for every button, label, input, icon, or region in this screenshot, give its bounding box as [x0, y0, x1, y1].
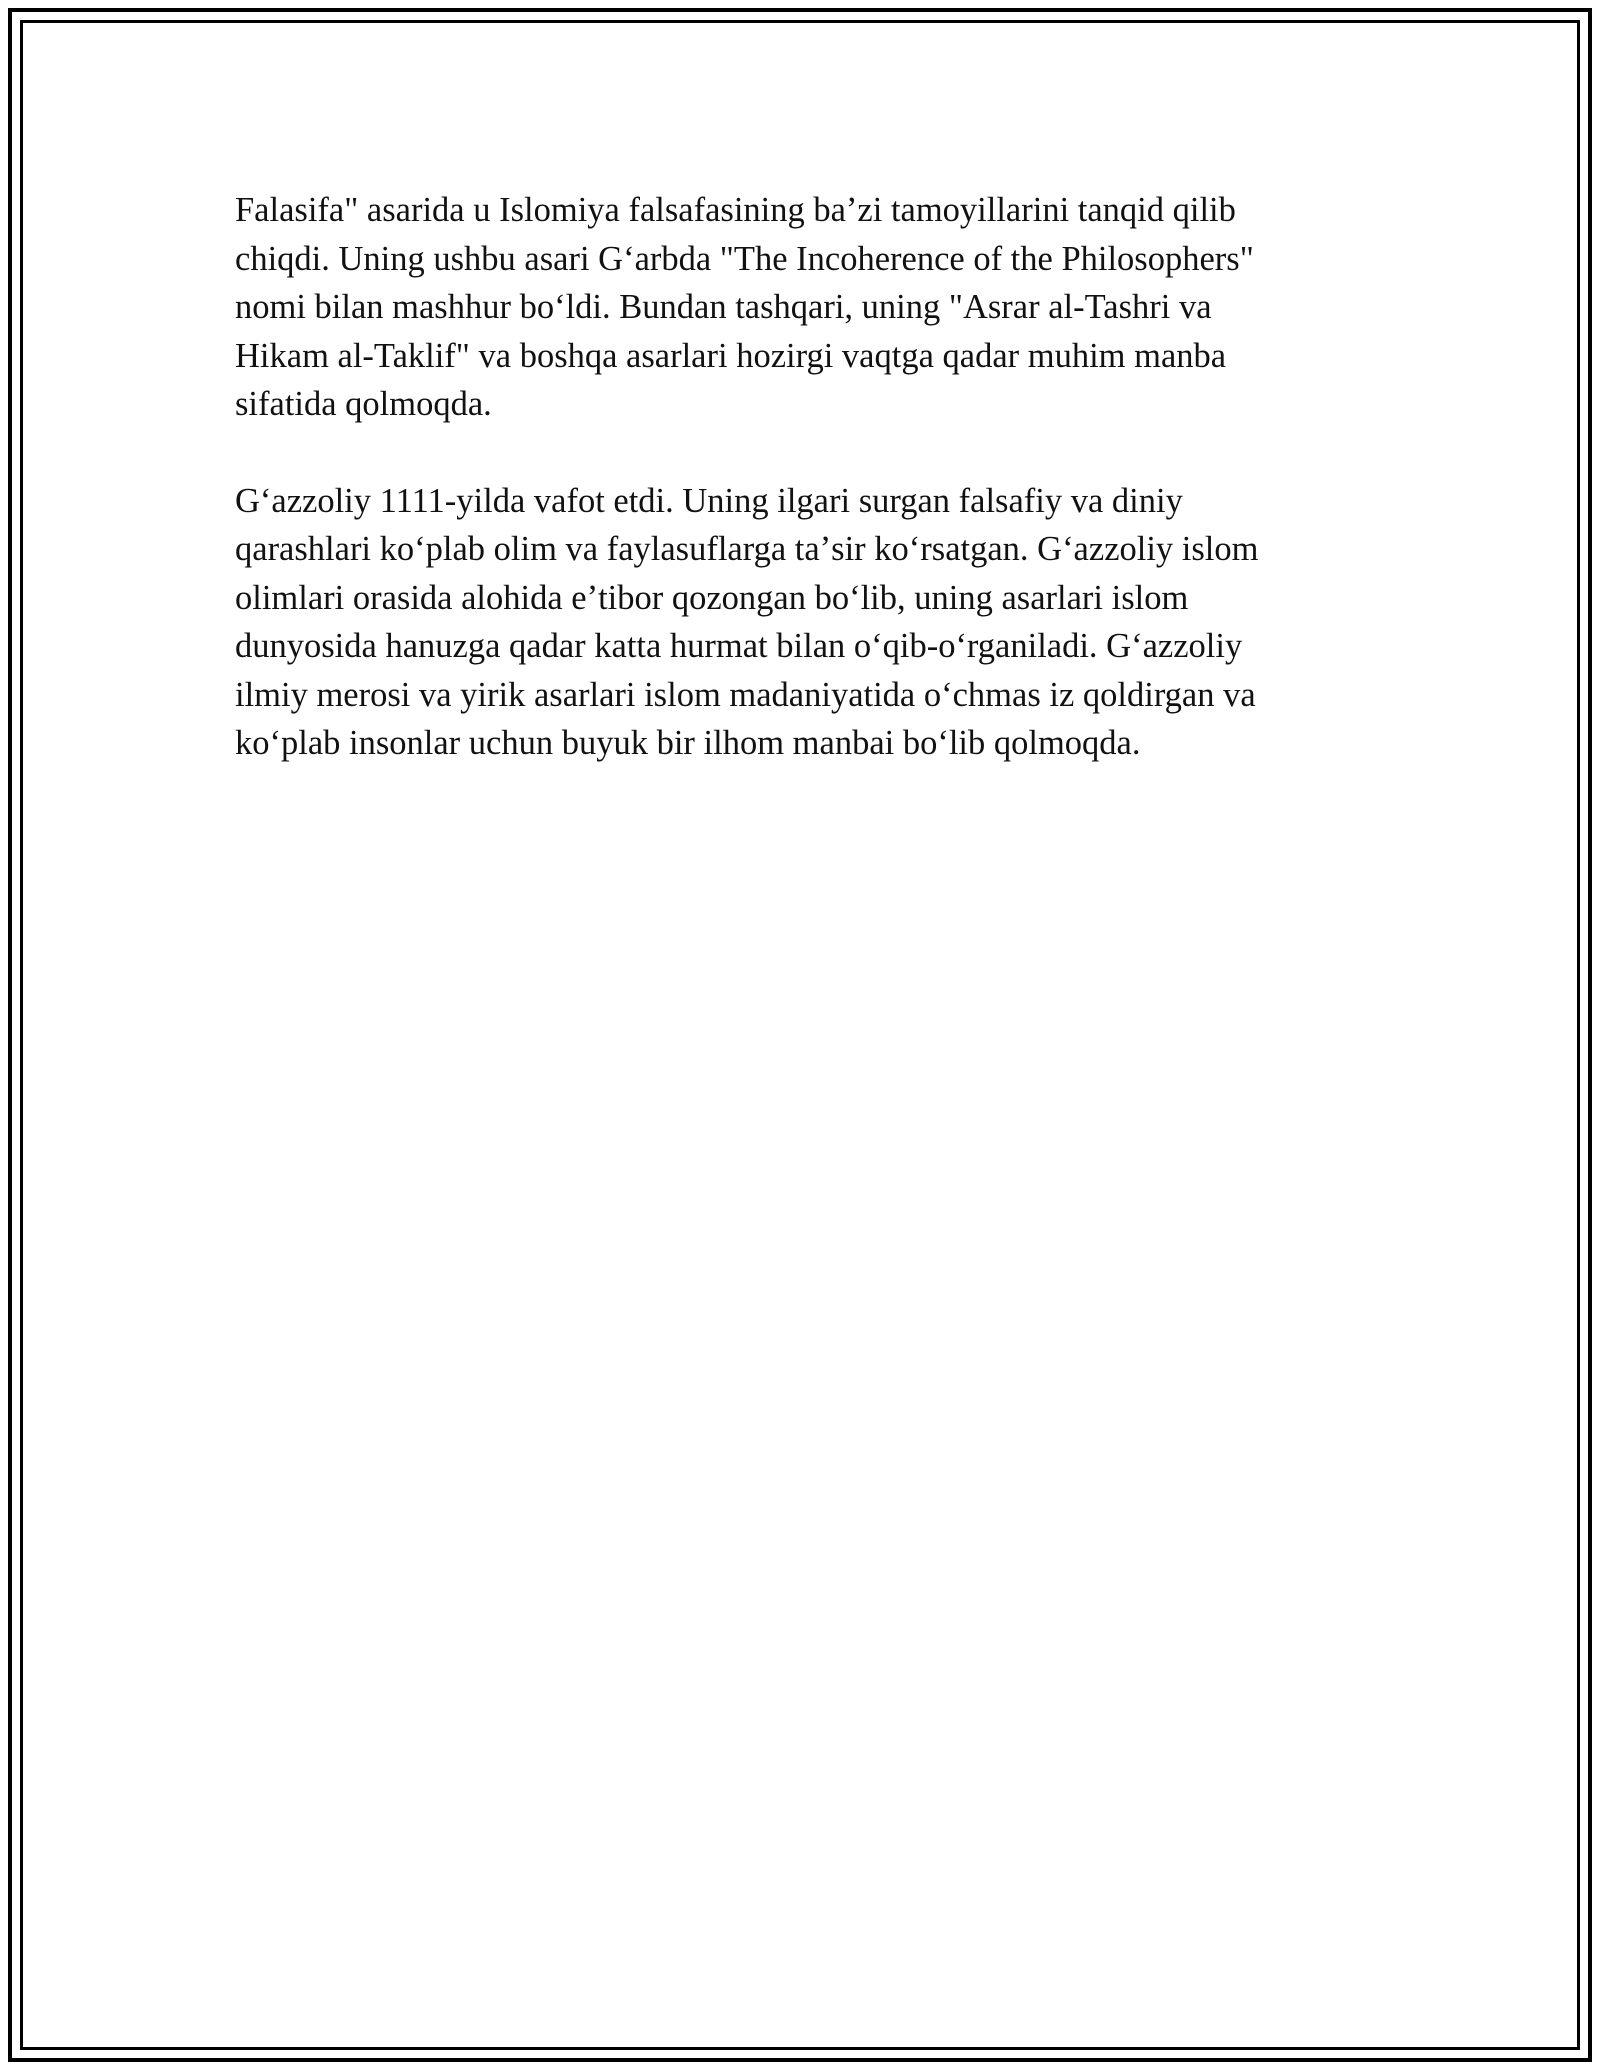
text-line: dunyosida hanuzga qadar katta hurmat bilan oʻqib-oʻrganiladi. Gʻazzoliy: [235, 627, 1243, 665]
text-line: Hikam al-Taklif" va boshqa asarlari hozirgi vaqtga qadar muhim manba: [235, 336, 1227, 375]
paragraph: [235, 477, 1365, 768]
text-line: qarashlari koʻplab olim va faylasuflarga taʼsir koʻrsatgan. Gʻazzoliy islom: [235, 530, 1259, 568]
document-body: [235, 186, 1365, 816]
text-line: Gʻazzoliy 1111-yilda vafot etdi. Uning ilgari surgan falsafiy va diniy: [235, 481, 1183, 520]
text-line: nomi bilan mashhur boʻldi. Bundan tashqari, uning "Asrar al-Tashri va: [235, 288, 1212, 326]
text-line: sifatida qolmoqda.: [235, 385, 492, 423]
text-line: olimlari orasida alohida eʼtibor qozongan boʻlib, uning asarlari islom: [235, 578, 1189, 617]
text-line: ilmiy merosi va yirik asarlari islom madaniyatida oʻchmas iz qoldirgan va: [235, 675, 1256, 714]
text-line: chiqdi. Uning ushbu asari Gʻarbda "The Incoherence of the Philosophers": [235, 239, 1254, 278]
paragraph: [235, 186, 1365, 429]
text-line: koʻplab insonlar uchun buyuk bir ilhom manbai boʻlib qolmoqda.: [235, 724, 1141, 762]
text-line: Falasifa" asarida u Islomiya falsafasining baʼzi tamoyillarini tanqid qilib: [235, 191, 1236, 229]
